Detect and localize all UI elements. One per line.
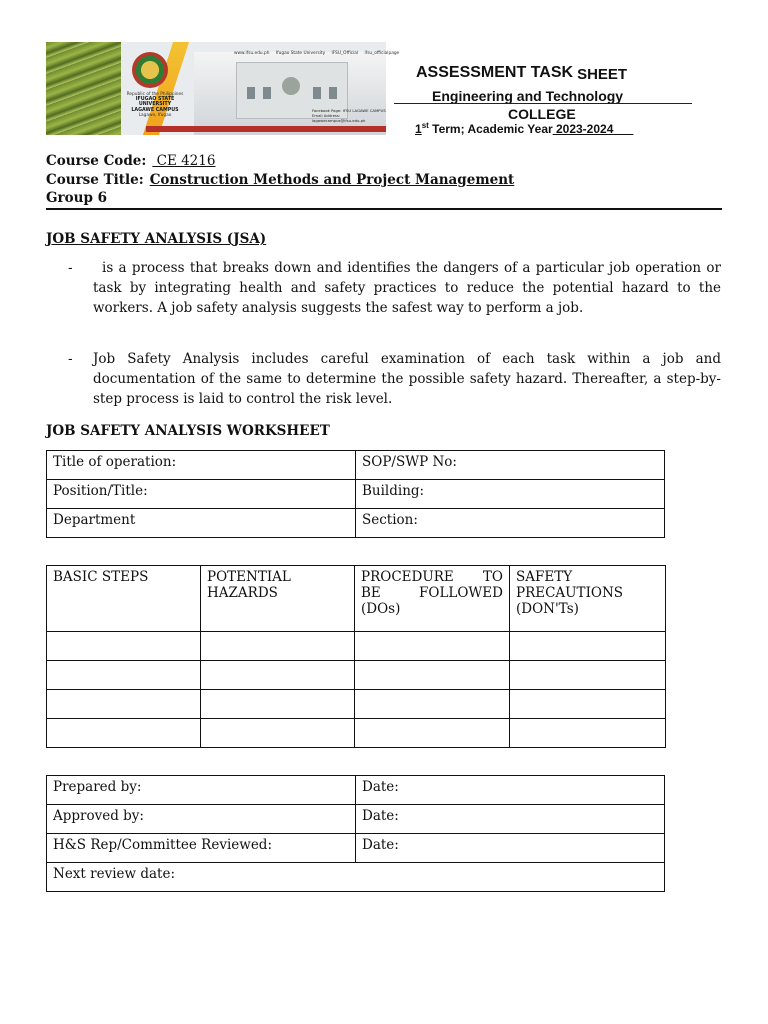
header-safety-precautions: SAFETY PRECAUTIONS (DON'Ts) (510, 566, 666, 632)
table-row (47, 509, 665, 538)
input-cell[interactable] (510, 690, 666, 719)
approved-date-field[interactable]: Date: (356, 805, 665, 834)
header-basic-steps: BASIC STEPS (47, 566, 201, 632)
course-title-line (46, 172, 514, 188)
prepared-by-field[interactable]: Prepared by: (47, 776, 356, 805)
input-cell[interactable] (510, 632, 666, 661)
header-rule (394, 103, 692, 104)
table-row (47, 863, 665, 892)
twitter-link: IFSU_Official (331, 51, 359, 56)
instagram-link: ifsu_officialpage (364, 51, 400, 56)
facebook-page-text: Facebook Page: IFSU LAGAWE CAMPUS (312, 108, 386, 113)
input-cell[interactable] (47, 690, 201, 719)
group-label: Group 6 (46, 190, 107, 206)
department-field[interactable]: Department (47, 509, 356, 538)
prepared-date-field[interactable]: Date: (356, 776, 665, 805)
header-procedure-dos: PROCEDURE TO BE FOLLOWED (DOs) (355, 566, 510, 632)
document-title: ASSESSMENT TASK SHEET (416, 64, 628, 83)
input-cell[interactable] (510, 719, 666, 748)
jsa-definition-paragraph: is a process that breaks down and identifies the dangers of a particular job operation or task by integrating health and safety practices to reduce the potential hazard to the workers. A job safety analysis suggests the safest way to perform a job. (93, 260, 721, 316)
jsa-heading: JOB SAFETY ANALYSIS (JSA) (46, 231, 267, 247)
university-banner (46, 42, 400, 135)
table-row (47, 690, 666, 719)
social-links (234, 51, 404, 56)
table-row (47, 632, 666, 661)
table-row (47, 719, 666, 748)
course-code-value: CE 4216 (152, 153, 216, 169)
rice-terraces-image (46, 42, 121, 135)
university-name-block (124, 92, 186, 118)
table-row (47, 661, 666, 690)
banner-red-bar (146, 126, 386, 132)
republic-text: Republic of the Philippines (126, 92, 184, 97)
input-cell[interactable] (201, 632, 355, 661)
input-cell[interactable] (201, 661, 355, 690)
sop-swp-field[interactable]: SOP/SWP No: (356, 451, 665, 480)
jsa-examination-paragraph: Job Safety Analysis includes careful examination of each task within a job and documentation of the same to determine the possible safety hazard. Thereafter, a step-by-step process is laid to control the risk level. (93, 351, 721, 407)
website-link: www.ifsu.edu.ph (234, 51, 270, 56)
hs-review-date-field[interactable]: Date: (356, 834, 665, 863)
course-title-label: Course Title: (46, 172, 144, 188)
university-seal-icon (132, 52, 168, 88)
approved-by-field[interactable]: Approved by: (47, 805, 356, 834)
section-field[interactable]: Section: (356, 509, 665, 538)
input-cell[interactable] (201, 690, 355, 719)
signoff-table (46, 775, 665, 892)
input-cell[interactable] (355, 719, 510, 748)
bullet-mark: - (68, 260, 73, 276)
table-row (47, 776, 665, 805)
contact-info (312, 108, 386, 123)
department-name: Engineering and Technology (432, 88, 624, 104)
bullet-mark: - (68, 351, 73, 367)
input-cell[interactable] (355, 661, 510, 690)
academic-year: 2023-2024 (552, 122, 614, 136)
worksheet-heading: JOB SAFETY ANALYSIS WORKSHEET (46, 423, 330, 439)
campus-location: Lagawe, Ifugao (138, 112, 172, 118)
input-cell[interactable] (201, 719, 355, 748)
input-cell[interactable] (355, 690, 510, 719)
building-field[interactable]: Building: (356, 480, 665, 509)
section-divider (46, 208, 722, 210)
facebook-link: Ifugao State University (275, 51, 326, 56)
input-cell[interactable] (47, 661, 201, 690)
email-text: Email Address: lagawecampus@ifsu.edu.ph (312, 113, 366, 123)
input-cell[interactable] (510, 661, 666, 690)
next-review-date-field[interactable]: Next review date: (47, 863, 665, 892)
title-of-operation-field[interactable]: Title of operation: (47, 451, 356, 480)
course-title-value: Construction Methods and Project Management (149, 172, 515, 188)
university-name: IFUGAO STATE UNIVERSITY (135, 97, 175, 108)
header-potential-hazards: POTENTIAL HAZARDS (201, 566, 355, 632)
input-cell[interactable] (355, 632, 510, 661)
hs-review-field[interactable]: H&S Rep/Committee Reviewed: (47, 834, 356, 863)
table-row (47, 451, 665, 480)
operation-info-table (46, 450, 665, 538)
campus-name: LAGAWE CAMPUS (131, 107, 179, 113)
table-row (47, 834, 665, 863)
job-steps-table (46, 565, 666, 748)
term-line: 1st Term; Academic Year 2023-2024 (415, 121, 614, 136)
table-row (47, 480, 665, 509)
college-name: COLLEGE (508, 106, 576, 122)
course-code-line (46, 153, 215, 169)
input-cell[interactable] (47, 719, 201, 748)
title-suffix: SHEET (577, 66, 628, 83)
table-header-row (47, 566, 666, 632)
table-row (47, 805, 665, 834)
input-cell[interactable] (47, 632, 201, 661)
position-title-field[interactable]: Position/Title: (47, 480, 356, 509)
course-code-label: Course Code: (46, 153, 147, 169)
